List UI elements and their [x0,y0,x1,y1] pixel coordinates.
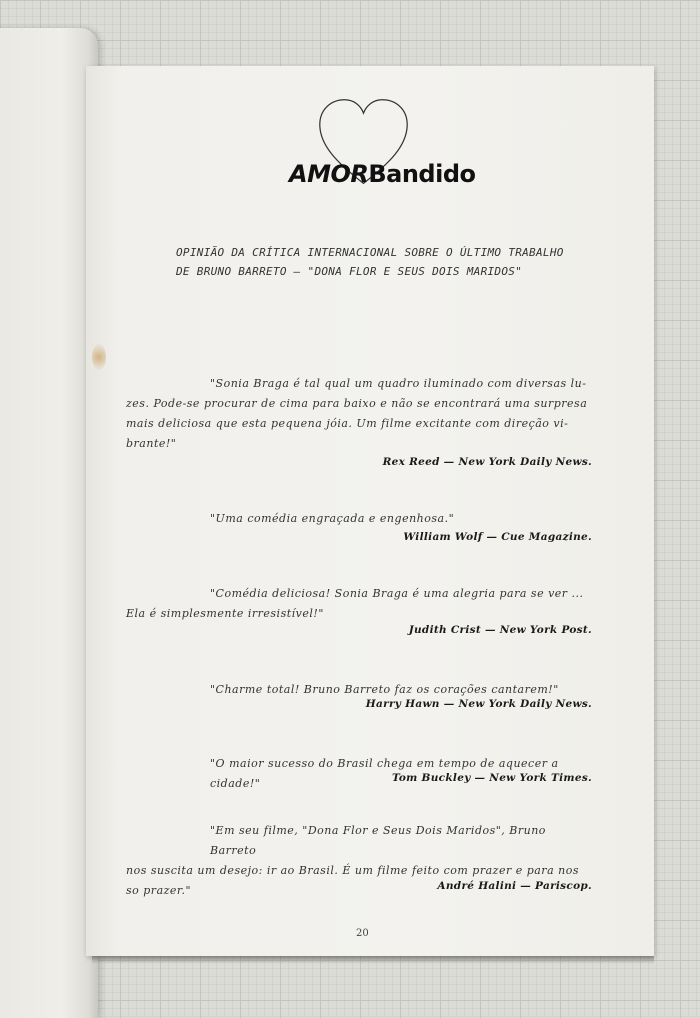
quote-2 [126,509,596,529]
left-page-edge [0,28,98,1018]
logo-word-amor: AMOR [289,160,369,188]
quote-line: "Uma comédia engraçada e engenhosa." [210,512,455,525]
quote-line: mais deliciosa que esta pequena jóia. Um filme excitante com direção vi- [126,417,569,430]
paper-stain [92,344,106,370]
quote-source-1: Rex Reed — New York Daily News. [382,456,592,468]
quote-line: nos suscita um desejo: ir ao Brasil. É um filme feito com prazer e para nos [126,864,579,877]
quote-line: "Sonia Braga é tal qual um quadro iluminado com diversas lu- [210,377,587,390]
quote-line: "O maior sucesso do Brasil chega em tempo de aquecer a cidade!" [210,757,559,790]
quote-4 [126,680,596,700]
quote-line: "Comédia deliciosa! Sonia Braga é uma alegria para se ver ... [210,587,584,600]
heading-line-2: DE BRUNO BARRETO — "DONA FLOR E SEUS DOIS MARIDOS" [176,265,523,278]
quote-line: Ela é simplesmente irresistível!" [126,607,324,620]
quote-source-3: Judith Crist — New York Post. [408,624,592,636]
quote-line: so prazer." [126,884,192,897]
quote-source-5: Tom Buckley — New York Times. [391,772,592,784]
document-page [86,66,654,956]
logo-word-bandido: Bandido [368,160,476,188]
quote-line: "Em seu filme, "Dona Flor e Seus Dois Maridos", Bruno Barreto [210,824,546,857]
quote-line: brante!" [126,437,177,450]
quote-line: zes. Pode-se procurar de cima para baixo e não se encontrará uma surpresa [126,397,588,410]
quote-line: "Charme total! Bruno Barreto faz os corações cantarem!" [210,683,559,696]
quote-1 [126,374,596,454]
quote-source-4: Harry Hawn — New York Daily News. [365,698,592,710]
heading-line-1: OPINIÃO DA CRÍTICA INTERNACIONAL SOBRE O ÚLTIMO TRABALHO [176,246,564,259]
page-number: 20 [356,928,369,939]
quote-3 [126,584,596,624]
amor-bandido-logo [86,66,654,206]
quote-source-6: André Halini — Pariscop. [437,880,592,892]
quote-source-2: William Wolf — Cue Magazine. [403,531,592,543]
logo-text [289,160,476,188]
